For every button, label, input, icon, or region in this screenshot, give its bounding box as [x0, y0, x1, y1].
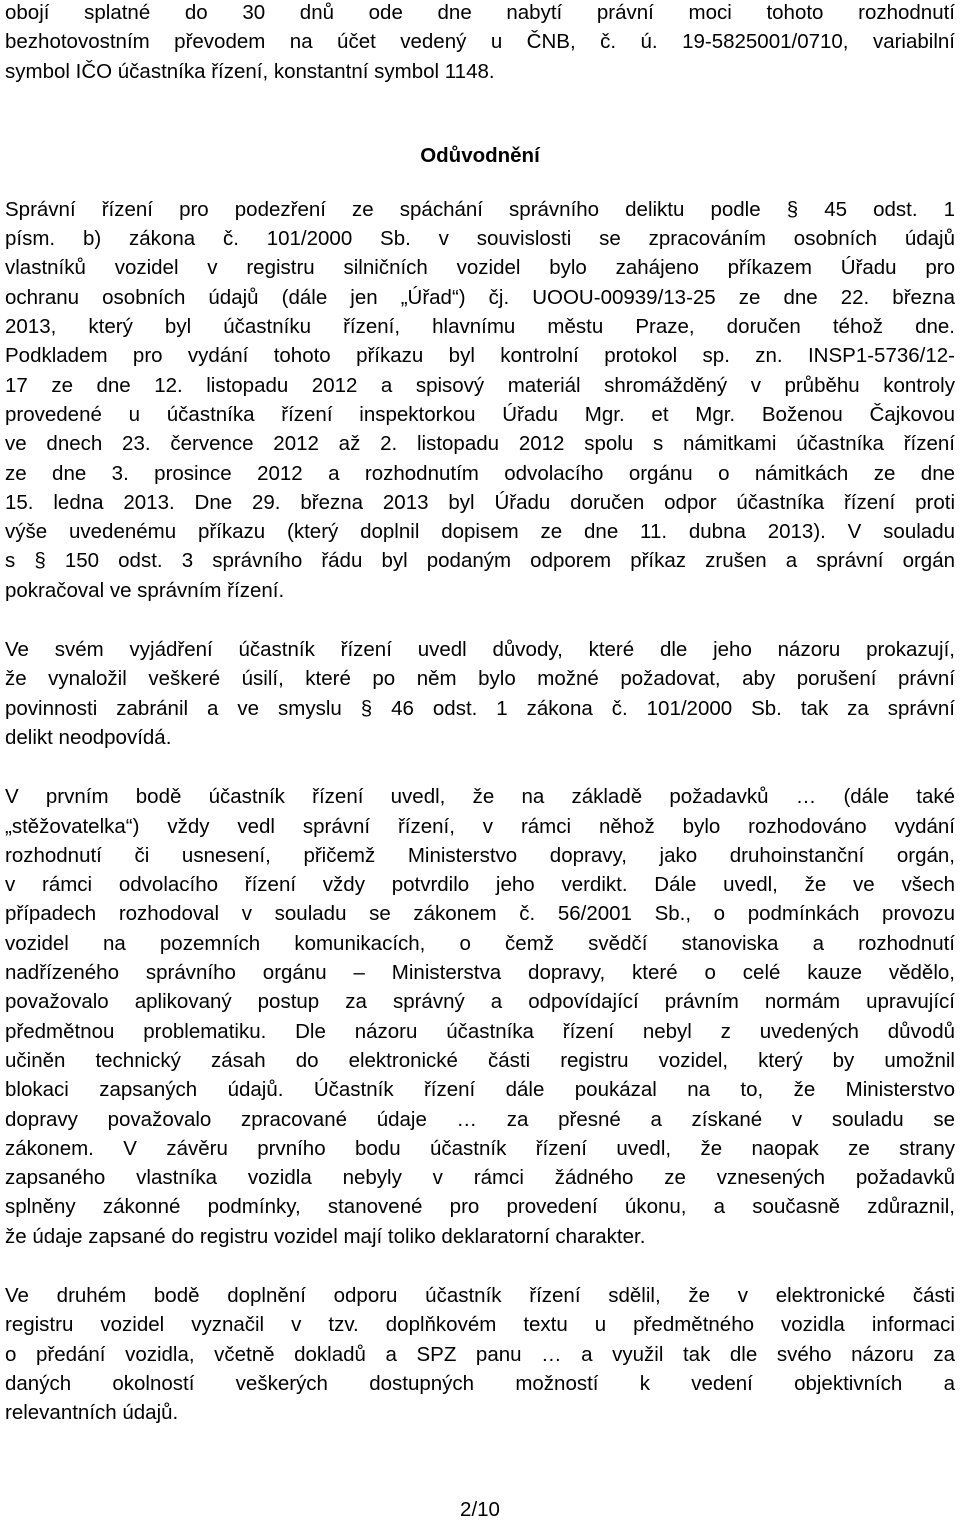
- text-line: že vynaložil veškeré úsilí, které po něm bylo možné požadovat, aby porušení právní: [5, 667, 955, 691]
- text-line: splněny zákonné podmínky, stanovené pro provedení úkonu, a současně zdůraznil,: [5, 1195, 955, 1219]
- text-line: Ve svém vyjádření účastník řízení uvedl důvody, které dle jeho názoru prokazují,: [5, 638, 955, 662]
- paragraph-1: [5, 195, 955, 605]
- text-line: daných okolností veškerých dostupných možností k vedení objektivních a: [5, 1371, 955, 1395]
- text-line: symbol IČO účastníka řízení, konstantní symbol 1148.: [5, 59, 495, 83]
- text-line: v rámci odvolacího řízení vždy potvrdilo jeho verdikt. Dále uvedl, že ve všech: [5, 873, 955, 897]
- text-line: povinnosti zabránil a ve smyslu § 46 odst. 1 zákona č. 101/2000 Sb. tak za správní: [5, 696, 955, 720]
- text-line: V prvním bodě účastník řízení uvedl, že na základě požadavků … (dále také: [5, 785, 955, 809]
- text-line: rozhodnutí či usnesení, přičemž Ministerstvo dopravy, jako druhoinstanční orgán,: [5, 843, 955, 867]
- text-line: relevantních údajů.: [5, 1401, 179, 1425]
- text-line: Správní řízení pro podezření ze spáchání správního deliktu podle § 45 odst. 1: [5, 197, 955, 221]
- text-line: 2013, který byl účastníku řízení, hlavnímu městu Praze, doručen téhož dne.: [5, 315, 955, 339]
- text-line: ve dnech 23. července 2012 až 2. listopadu 2012 spolu s námitkami účastníka řízení: [5, 432, 955, 456]
- text-line: bezhotovostním převodem na účet vedený u ČNB, č. ú. 19-5825001/0710, variabilní: [5, 30, 955, 54]
- text-line: Podkladem pro vydání tohoto příkazu byl kontrolní protokol sp. zn. INSP1-5736/12-: [5, 344, 955, 368]
- text-line: dopravy považovalo zpracované údaje … za přesné a získané v souladu se: [5, 1107, 955, 1131]
- text-line: „stěžovatelka“) vždy vedl správní řízení, v rámci něhož bylo rozhodováno vydání: [5, 814, 955, 838]
- section-heading: Odůvodnění: [420, 143, 540, 167]
- text-line: že údaje zapsané do registru vozidel mají toliko deklaratorní charakter.: [5, 1224, 646, 1248]
- text-line: pokračoval ve správním řízení.: [5, 578, 285, 602]
- paragraph-4: [5, 1281, 955, 1427]
- page-number: 2/10: [460, 1498, 500, 1521]
- text-line: výše uvedenému příkazu (který doplnil dopisem ze dne 11. dubna 2013). V souladu: [5, 520, 955, 544]
- text-line: zapsaného vlastníka vozidla nebyly v rámci žádného ze vznesených požadavků: [5, 1166, 955, 1190]
- text-line: 17 ze dne 12. listopadu 2012 a spisový materiál shromážděný v průběhu kontroly: [5, 373, 955, 397]
- text-line: písm. b) zákona č. 101/2000 Sb. v souvislosti se zpracováním osobních údajů: [5, 227, 955, 251]
- text-line: delikt neodpovídá.: [5, 725, 172, 749]
- text-line: provedené u účastníka řízení inspektorkou Úřadu Mgr. et Mgr. Boženou Čajkovou: [5, 402, 955, 426]
- text-line: ochranu osobních údajů (dále jen „Úřad“) čj. UOOU-00939/13-25 ze dne 22. března: [5, 285, 955, 309]
- intro-paragraph: [5, 0, 955, 86]
- text-line: ze dne 3. prosince 2012 a rozhodnutím odvolacího orgánu o námitkách ze dne: [5, 461, 955, 485]
- text-line: registru vozidel vyznačil v tzv. doplňkovém textu u předmětného vozidla informaci: [5, 1313, 955, 1337]
- text-line: zákonem. V závěru prvního bodu účastník řízení uvedl, že naopak ze strany: [5, 1136, 955, 1160]
- text-line: s § 150 odst. 3 správního řádu byl podaným odporem příkaz zrušen a správní orgán: [5, 549, 955, 573]
- text-line: Ve druhém bodě doplnění odporu účastník řízení sdělil, že v elektronické části: [5, 1283, 955, 1307]
- text-line: vlastníků vozidel v registru silničních vozidel bylo zahájeno příkazem Úřadu pro: [5, 256, 955, 280]
- text-line: vozidel na pozemních komunikacích, o čemž svědčí stanoviska a rozhodnutí: [5, 931, 955, 955]
- text-line: předmětnou problematiku. Dle názoru účastníka řízení nebyl z uvedených důvodů: [5, 1019, 955, 1043]
- text-line: považovalo aplikovaný postup za správný a odpovídající právním normám upravující: [5, 990, 955, 1014]
- text-line: obojí splatné do 30 dnů ode dne nabytí právní moci tohoto rozhodnutí: [5, 1, 955, 24]
- text-line: blokaci zapsaných údajů. Účastník řízení dále poukázal na to, že Ministerstvo: [5, 1078, 955, 1102]
- text-line: nadřízeného správního orgánu – Ministerstva dopravy, které o celé kauze vědělo,: [5, 961, 955, 985]
- text-line: 15. ledna 2013. Dne 29. března 2013 byl Úřadu doručen odpor účastníka řízení proti: [5, 490, 955, 514]
- paragraph-2: [5, 635, 955, 752]
- text-line: učiněn technický zásah do elektronické části registru vozidel, který by umožnil: [5, 1048, 955, 1072]
- text-line: o předání vozidla, včetně dokladů a SPZ panu … a využil tak dle svého názoru za: [5, 1342, 955, 1366]
- paragraph-3: [5, 782, 955, 1251]
- text-line: případech rozhodoval v souladu se zákonem č. 56/2001 Sb., o podmínkách provozu: [5, 902, 955, 926]
- document-page: [5, 0, 955, 1427]
